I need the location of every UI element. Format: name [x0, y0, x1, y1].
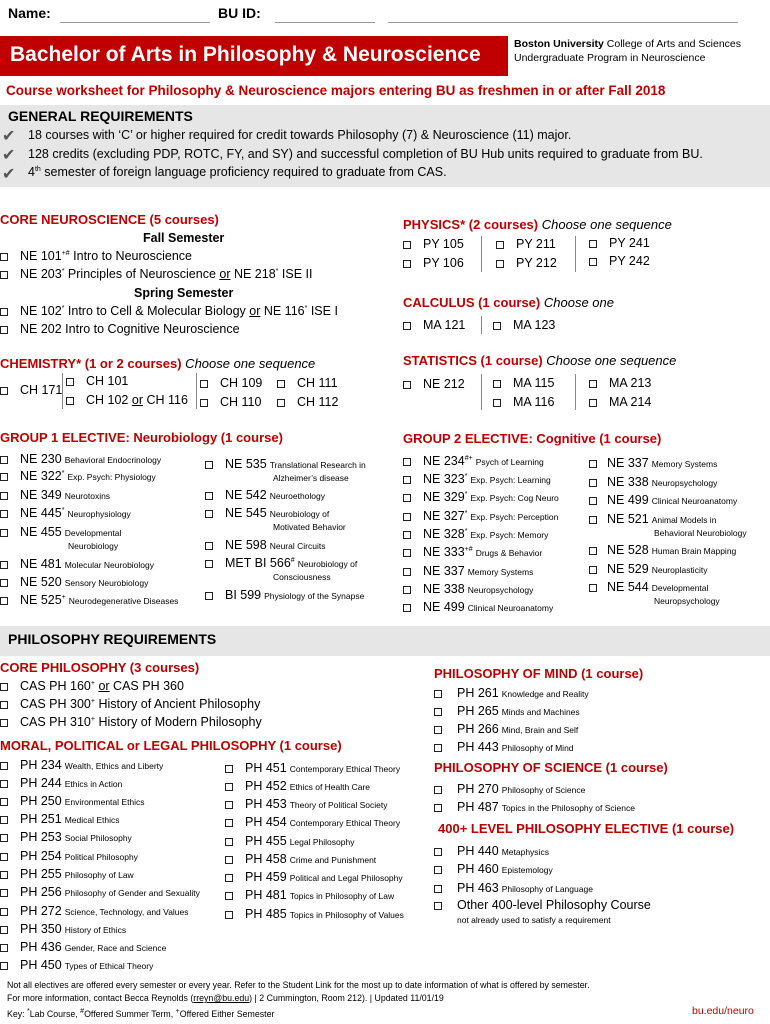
course-code: NE 445: [20, 506, 62, 520]
course-code: PH 253: [20, 830, 62, 844]
checkbox[interactable]: [434, 690, 442, 698]
checkbox[interactable]: [225, 783, 233, 791]
checkbox[interactable]: [403, 513, 411, 521]
course-name: Political and Legal Philosophy: [289, 873, 403, 883]
course-code: PH 451: [245, 761, 287, 775]
group2-heading: GROUP 2 ELECTIVE: Cognitive (1 course): [403, 431, 662, 446]
checkbox[interactable]: [205, 461, 213, 469]
course-name: Topics in the Philosophy of Science: [501, 803, 635, 813]
checkbox[interactable]: [403, 586, 411, 594]
course-name: Crime and Punishment: [289, 855, 377, 865]
checkbox[interactable]: [589, 240, 597, 248]
mind-heading: PHILOSOPHY OF MIND (1 course): [434, 666, 644, 681]
university-name: Boston University: [514, 38, 604, 50]
course-code: NE 337: [423, 564, 465, 578]
checkmark-icon: ✔: [2, 147, 16, 164]
course-code: NE 323: [423, 472, 465, 486]
footer-url[interactable]: bu.edu/neuro: [692, 1005, 754, 1017]
course-name: Neurobiology of: [297, 559, 358, 569]
course-code: PH 453: [245, 797, 287, 811]
checkbox[interactable]: [0, 816, 8, 824]
checkbox[interactable]: [0, 326, 8, 334]
course-code: NE 327: [423, 509, 465, 523]
course-name-continued: Alzheimer’s disease: [273, 473, 349, 483]
spring-semester-label: Spring Semester: [134, 286, 234, 300]
course-code: NE 499: [423, 600, 465, 614]
checkbox[interactable]: [434, 885, 442, 893]
course-name: Exp. Psych: Perception: [470, 512, 559, 522]
checkbox[interactable]: [589, 584, 597, 592]
checkbox[interactable]: [403, 604, 411, 612]
checkbox[interactable]: [66, 378, 74, 386]
course-code: PH 481: [245, 888, 287, 902]
course-code: NE 535: [225, 457, 267, 471]
course-name: Exp. Psych: Cog Neuro: [470, 493, 559, 503]
course-code: PH 261: [457, 686, 499, 700]
checkbox[interactable]: [0, 701, 8, 709]
calculus-heading: CALCULUS (1 course) Choose one: [403, 295, 614, 310]
course-name: Mind, Brain and Self: [501, 725, 579, 735]
course-name-continued: Motivated Behavior: [273, 522, 346, 532]
course-name: Molecular Neurobiology: [64, 560, 154, 570]
course-name: Neurobiology of: [269, 509, 330, 519]
course-name: Neuropsychology: [651, 478, 718, 488]
course-name: Wealth, Ethics and Liberty: [64, 761, 164, 771]
course-code: NE 528: [607, 543, 649, 557]
fall-semester-label: Fall Semester: [143, 231, 225, 245]
checkbox[interactable]: [277, 399, 285, 407]
footer-note: Not all electives are offered every semester or every year. Refer to the Student Link for the most up to date information of what is offered by semester.: [7, 980, 590, 990]
checkbox[interactable]: [0, 271, 8, 279]
course-name: Philosophy of Mind: [501, 743, 574, 753]
checkbox[interactable]: [0, 926, 8, 934]
checkbox[interactable]: [66, 397, 74, 405]
checkbox[interactable]: [589, 258, 597, 266]
course-name: Gender, Race and Science: [64, 943, 167, 953]
course-name: Drugs & Behavior: [475, 548, 543, 558]
checkbox[interactable]: [0, 308, 8, 316]
checkbox[interactable]: [434, 726, 442, 734]
course-name: Political Philosophy: [64, 852, 138, 862]
checkbox[interactable]: [493, 322, 501, 330]
course-name: Developmental: [64, 528, 122, 538]
course-name: Minds and Machines: [501, 707, 580, 717]
checkbox[interactable]: [0, 944, 8, 952]
general-item: 128 credits (excluding PDP, ROTC, FY, and SY) and successful completion of BU Hub units required to graduate from BU.: [28, 147, 703, 161]
checkbox[interactable]: [200, 399, 208, 407]
course-name: Exp. Psych: Memory: [470, 530, 549, 540]
checkbox[interactable]: [434, 744, 442, 752]
checkbox[interactable]: [0, 683, 8, 691]
checkbox[interactable]: [403, 531, 411, 539]
buid-label: BU ID:: [218, 5, 261, 21]
course-code: PH 485: [245, 907, 287, 921]
checkbox[interactable]: [0, 798, 8, 806]
checkbox[interactable]: [205, 492, 213, 500]
checkbox[interactable]: [493, 380, 501, 388]
course-name: Exp. Psych: Physiology: [67, 472, 156, 482]
checkbox[interactable]: [589, 380, 597, 388]
program-name: Undergraduate Program in Neuroscience: [514, 52, 706, 64]
course-name: Science, Technology, and Values: [64, 907, 189, 917]
checkbox[interactable]: [0, 492, 8, 500]
checkbox[interactable]: [434, 866, 442, 874]
checkbox[interactable]: [225, 856, 233, 864]
course-code: NE 529: [607, 562, 649, 576]
course-name: Metaphysics: [501, 847, 549, 857]
footer-contact: For more information, contact Becca Reynolds (rreyn@bu.edu) | 2 Cummington, Room 212). | Updated 11/01/19: [7, 993, 444, 1003]
checkbox[interactable]: [205, 510, 213, 518]
checkbox[interactable]: [0, 579, 8, 587]
extra-line: [388, 22, 738, 23]
core-neuro-heading: CORE NEUROSCIENCE (5 courses): [0, 212, 219, 227]
course-code: BI 599: [225, 588, 262, 602]
email-link[interactable]: rreyn@bu.edu: [193, 993, 250, 1003]
course-code: PH 450: [20, 958, 62, 972]
course-name: Behavioral Endocrinology: [64, 455, 162, 465]
course-code: NE 525: [20, 593, 62, 607]
checkbox[interactable]: [403, 381, 411, 389]
worksheet-subtitle: Course worksheet for Philosophy & Neuroscience majors entering BU as freshmen in or after Fall 2018: [6, 83, 666, 98]
checkbox[interactable]: [225, 838, 233, 846]
course-code: PH 463: [457, 881, 499, 895]
checkbox[interactable]: [205, 542, 213, 550]
course-name: Neuropsychology: [467, 585, 534, 595]
checkbox[interactable]: [403, 322, 411, 330]
college-name: College of Arts and Sciences: [603, 38, 742, 50]
course-name-continued: Neuropsychology: [654, 596, 720, 606]
course-name: Neurotoxins: [64, 491, 111, 501]
group1-heading: GROUP 1 ELECTIVE: Neurobiology (1 course): [0, 430, 283, 445]
checkbox[interactable]: [0, 908, 8, 916]
course-code: NE 333: [423, 545, 465, 559]
course-code: PH 250: [20, 794, 62, 808]
divider: [196, 373, 197, 409]
checkbox[interactable]: [225, 911, 233, 919]
course-name: Clinical Neuroanatomy: [651, 496, 738, 506]
checkbox[interactable]: [0, 889, 8, 897]
course-code: PH 350: [20, 922, 62, 936]
page-title: Bachelor of Arts in Philosophy & Neuroscience: [10, 43, 481, 66]
general-item: 18 courses with ‘C’ or higher required for credit towards Philosophy (7) & Neuroscience (11) major.: [28, 128, 572, 142]
course-name: Environmental Ethics: [64, 797, 145, 807]
checkbox[interactable]: [225, 765, 233, 773]
divider: [62, 373, 63, 409]
core-philosophy-heading: CORE PHILOSOPHY (3 courses): [0, 660, 200, 675]
general-heading: GENERAL REQUIREMENTS: [8, 108, 193, 124]
course-code: NE 481: [20, 557, 62, 571]
checkbox[interactable]: [0, 473, 8, 481]
course-name: Developmental: [651, 583, 709, 593]
elective-heading: 400+ LEVEL PHILOSOPHY ELECTIVE (1 course): [438, 821, 735, 836]
course-code: PH 254: [20, 849, 62, 863]
checkbox[interactable]: [277, 380, 285, 388]
course-code: PH 454: [245, 815, 287, 829]
checkbox[interactable]: [403, 568, 411, 576]
divider: [481, 236, 482, 272]
course-code: NE 234: [423, 454, 465, 468]
checkbox[interactable]: [589, 479, 597, 487]
checkbox[interactable]: [0, 253, 8, 261]
checkbox[interactable]: [403, 458, 411, 466]
checkbox[interactable]: [589, 547, 597, 555]
course-name: Clinical Neuroanatomy: [467, 603, 554, 613]
name-line[interactable]: [60, 22, 210, 23]
checkbox[interactable]: [589, 566, 597, 574]
divider: [575, 236, 576, 272]
course-code: NE 349: [20, 488, 62, 502]
course-name: Neurodegenerative Diseases: [68, 596, 179, 606]
course-code: PH 459: [245, 870, 287, 884]
course-code: MET BI 566: [225, 556, 291, 570]
checkbox[interactable]: [0, 719, 8, 727]
checkbox[interactable]: [0, 834, 8, 842]
checkbox[interactable]: [403, 476, 411, 484]
course-name: Philosophy of Law: [64, 870, 134, 880]
course-code: NE 520: [20, 575, 62, 589]
course-name: Neuroplasticity: [651, 565, 708, 575]
course-name: Types of Ethical Theory: [64, 961, 154, 971]
course-code: PH 440: [457, 844, 499, 858]
course-name: Memory Systems: [651, 459, 718, 469]
checkbox[interactable]: [589, 399, 597, 407]
course-code: PH 255: [20, 867, 62, 881]
checkbox[interactable]: [496, 241, 504, 249]
checkbox[interactable]: [0, 597, 8, 605]
course-code: PH 487: [457, 800, 499, 814]
checkbox[interactable]: [403, 260, 411, 268]
course-code: NE 338: [607, 475, 649, 489]
checkbox[interactable]: [0, 853, 8, 861]
checkbox[interactable]: [225, 892, 233, 900]
divider: [481, 374, 482, 410]
general-item: 4th semester of foreign language proficiency required to graduate from CAS.: [28, 165, 447, 179]
course-name: Philosophy of Science: [501, 785, 586, 795]
buid-line[interactable]: [275, 22, 375, 23]
course-name: Memory Systems: [467, 567, 534, 577]
course-name: Human Brain Mapping: [651, 546, 737, 556]
name-label: Name:: [8, 5, 51, 21]
course-code: PH 234: [20, 758, 62, 772]
course-code: NE 544: [607, 580, 649, 594]
checkbox[interactable]: [403, 241, 411, 249]
course-code: PH 270: [457, 782, 499, 796]
course-name: History of Ethics: [64, 925, 127, 935]
course-name: Exp. Psych: Learning: [470, 475, 551, 485]
course-code: PH 266: [457, 722, 499, 736]
course-code: NE 545: [225, 506, 267, 520]
course-name: Sensory Neurobiology: [64, 578, 149, 588]
checkbox[interactable]: [434, 786, 442, 794]
chemistry-heading: CHEMISTRY* (1 or 2 courses) Choose one sequence: [0, 356, 316, 371]
course-name: Philosophy of Language: [501, 884, 593, 894]
course-name: Social Philosophy: [64, 833, 132, 843]
course-code: PH 244: [20, 776, 62, 790]
course-code: NE 521: [607, 512, 649, 526]
course-code: PH 443: [457, 740, 499, 754]
science-heading: PHILOSOPHY OF SCIENCE (1 course): [434, 760, 668, 775]
checkbox[interactable]: [0, 780, 8, 788]
checkbox[interactable]: [496, 260, 504, 268]
checkbox[interactable]: [434, 804, 442, 812]
divider: [575, 374, 576, 410]
course-code: NE 328: [423, 527, 465, 541]
course-name: Psych of Learning: [475, 457, 544, 467]
course-code: PH 256: [20, 885, 62, 899]
course-name: Topics in Philosophy of Values: [289, 910, 404, 920]
checkbox[interactable]: [434, 902, 442, 910]
checkbox[interactable]: [200, 380, 208, 388]
course-code: NE 322: [20, 469, 62, 483]
footer-key: Key: *Lab Course, #Offered Summer Term, +Offered Either Semester: [7, 1008, 275, 1019]
course-code: NE 337: [607, 456, 649, 470]
course-code: PH 251: [20, 812, 62, 826]
checkbox[interactable]: [225, 801, 233, 809]
course-code: NE 338: [423, 582, 465, 596]
course-code: PH 458: [245, 852, 287, 866]
checkbox[interactable]: [403, 494, 411, 502]
checkbox[interactable]: [0, 456, 8, 464]
course-code: NE 230: [20, 452, 62, 466]
course-name: Contemporary Ethical Theory: [289, 818, 401, 828]
checkbox[interactable]: [205, 560, 213, 568]
course-name: Neuroethology: [269, 491, 325, 501]
checkbox[interactable]: [434, 708, 442, 716]
course-name: Philosophy of Gender and Sexuality: [64, 888, 200, 898]
divider: [481, 316, 482, 334]
checkbox[interactable]: [0, 962, 8, 970]
checkbox[interactable]: [225, 819, 233, 827]
course-code: NE 455: [20, 525, 62, 539]
course-code: NE 499: [607, 493, 649, 507]
checkbox[interactable]: [0, 762, 8, 770]
course-name-continued: Consciousness: [273, 572, 331, 582]
course-name: Medical Ethics: [64, 815, 120, 825]
course-code: NE 542: [225, 488, 267, 502]
course-name-continued: Behavioral Neurobiology: [654, 528, 747, 538]
course-code: NE 329: [423, 490, 465, 504]
checkbox[interactable]: [0, 871, 8, 879]
checkmark-icon: ✔: [2, 166, 16, 183]
course-name: Physiology of the Synapse: [264, 591, 365, 601]
course-name-continued: Neurobiology: [68, 541, 119, 551]
university-line: [514, 38, 741, 50]
course-name: Ethics of Health Care: [289, 782, 371, 792]
checkbox[interactable]: [225, 874, 233, 882]
checkbox[interactable]: [589, 516, 597, 524]
title-banner: [0, 36, 508, 76]
course-name: Ethics in Action: [64, 779, 123, 789]
course-name: Topics in Philosophy of Law: [289, 891, 395, 901]
checkbox[interactable]: [493, 399, 501, 407]
course-name: Contemporary Ethical Theory: [289, 764, 401, 774]
moral-heading: MORAL, POLITICAL or LEGAL PHILOSOPHY (1 course): [0, 738, 342, 753]
course-code: PH 272: [20, 904, 62, 918]
course-name: Animal Models in: [651, 515, 717, 525]
course-name: Neural Circuits: [269, 541, 326, 551]
checkbox[interactable]: [589, 460, 597, 468]
checkmark-icon: ✔: [2, 128, 16, 145]
checkbox[interactable]: [205, 592, 213, 600]
course-name: Neurophysiology: [67, 509, 131, 519]
course-code: PH 436: [20, 940, 62, 954]
course-code: PH 452: [245, 779, 287, 793]
course-name: Epistemology: [501, 865, 553, 875]
checkbox[interactable]: [434, 848, 442, 856]
course-name: Translational Research in: [269, 460, 366, 470]
course-name: Knowledge and Reality: [501, 689, 589, 699]
checkbox[interactable]: [0, 561, 8, 569]
philosophy-heading: PHILOSOPHY REQUIREMENTS: [8, 631, 217, 647]
physics-heading: PHYSICS* (2 courses) Choose one sequence: [403, 217, 672, 232]
course-code: NE 598: [225, 538, 267, 552]
course-code: PH 460: [457, 862, 499, 876]
course-code: PH 265: [457, 704, 499, 718]
checkbox[interactable]: [589, 497, 597, 505]
course-name: Theory of Political Society: [289, 800, 388, 810]
course-code: PH 455: [245, 834, 287, 848]
checkbox[interactable]: [0, 529, 8, 537]
checkbox[interactable]: [0, 510, 8, 518]
other-note: not already used to satisfy a requirement: [457, 915, 611, 925]
statistics-heading: STATISTICS (1 course) Choose one sequence: [403, 353, 677, 368]
course-name: Legal Philosophy: [289, 837, 355, 847]
checkbox[interactable]: [403, 549, 411, 557]
checkbox[interactable]: [0, 387, 8, 395]
